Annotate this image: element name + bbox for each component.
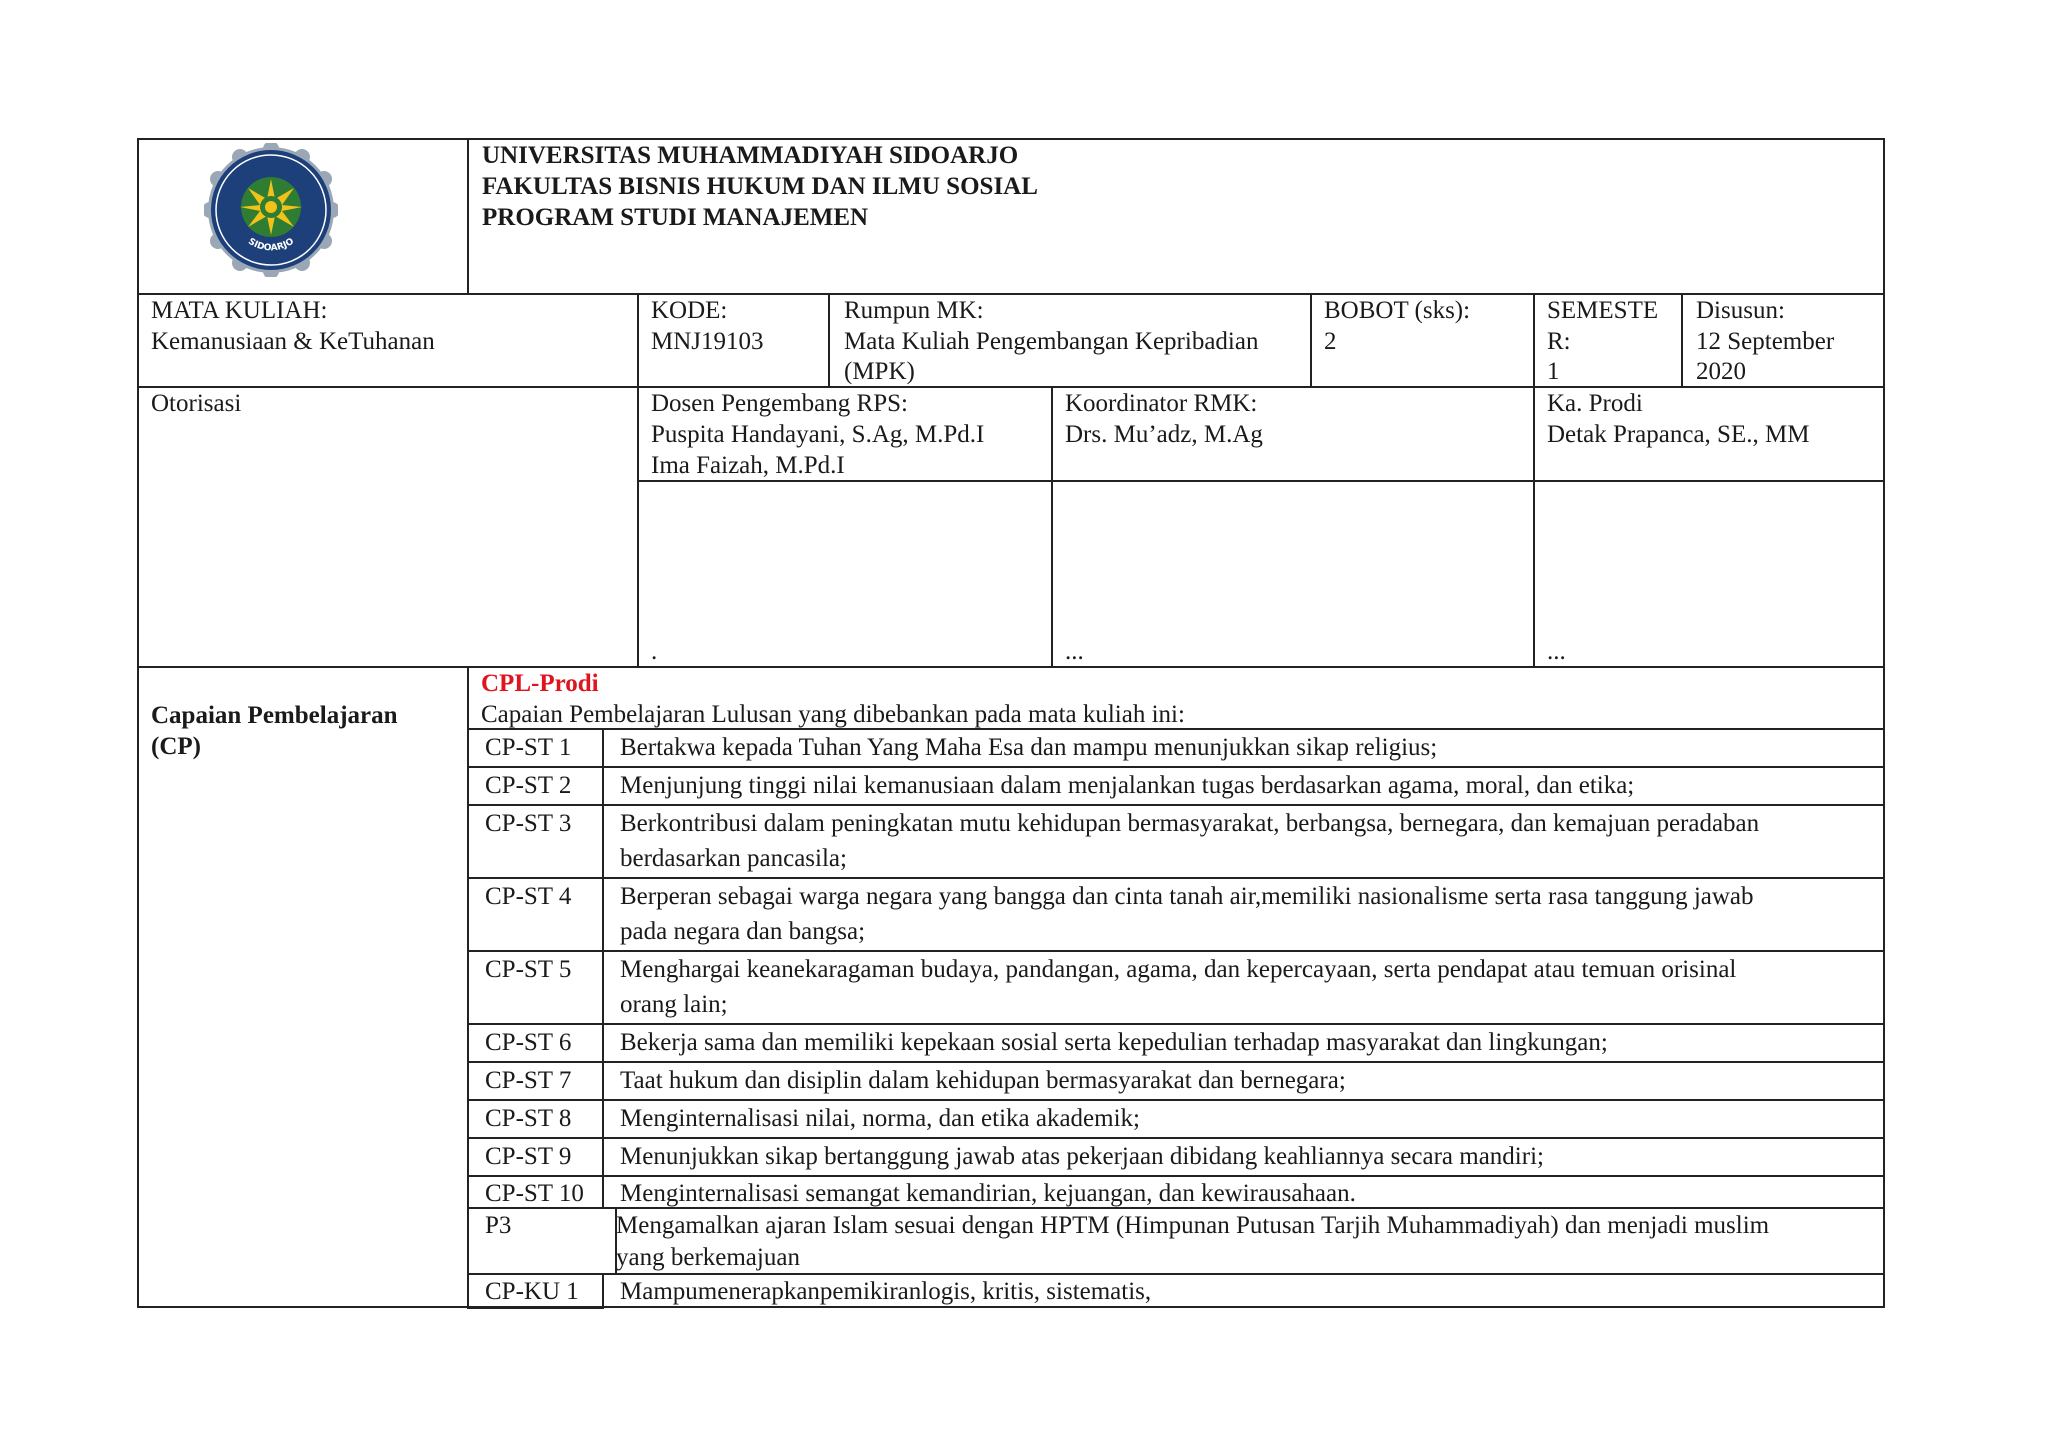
- cp-description: Bekerja sama dan memiliki kepekaan sosial serta kepedulian terhadap masyarakat dan lingkungan;: [620, 1029, 1608, 1056]
- cp-description: Mampumenerapkanpemikiranlogis, kritis, sistematis,: [620, 1278, 1152, 1305]
- col-divider: [1051, 386, 1053, 667]
- cp-description: Menunjukkan sikap bertanggung jawab atas pekerjaan dibidang keahliannya secara mandiri;: [620, 1143, 1544, 1170]
- cp-description: Bertakwa kepada Tuhan Yang Maha Esa dan mampu menunjukkan sikap religius;: [620, 734, 1438, 761]
- signature-placeholder: ...: [1065, 638, 1084, 665]
- cp-description: Mengamalkan ajaran Islam sesuai dengan HPTM (Himpunan Putusan Tarjih Muhammadiyah) dan menjadi muslim: [616, 1212, 1770, 1239]
- cp-label-cont: (CP): [151, 733, 201, 760]
- cp-description-cont: orang lain;: [620, 991, 728, 1018]
- cp-code: CP-ST 1: [485, 734, 572, 761]
- koordinator-label: Koordinator RMK:: [1065, 390, 1258, 417]
- row-divider: [467, 804, 1885, 806]
- signature-placeholder: ...: [1547, 638, 1566, 665]
- semester-label: SEMESTE: [1547, 297, 1659, 324]
- header-divider: [467, 138, 469, 294]
- row-divider: [137, 666, 1885, 668]
- dosen-label: Dosen Pengembang RPS:: [651, 390, 908, 417]
- program-name: PROGRAM STUDI MANAJEMEN: [482, 204, 869, 231]
- cp-code: CP-KU 1: [485, 1278, 579, 1305]
- row-divider: [467, 766, 1885, 768]
- semester-label-cont: R:: [1547, 328, 1571, 355]
- kode-label: KODE:: [651, 297, 728, 324]
- cp-code: CP-ST 5: [485, 956, 572, 983]
- col-divider: [1533, 293, 1535, 387]
- cp-description-cont: berdasarkan pancasila;: [620, 845, 847, 872]
- mata-kuliah-label: MATA KULIAH:: [151, 297, 328, 324]
- semester-value: 1: [1547, 358, 1560, 385]
- cp-code: CP-ST 3: [485, 810, 572, 837]
- cp-description: Menginternalisasi nilai, norma, dan etika akademik;: [620, 1105, 1140, 1132]
- rumpun-value: Mata Kuliah Pengembangan Kepribadian: [844, 328, 1259, 355]
- dosen-name: Ima Faizah, M.Pd.I: [651, 452, 845, 479]
- cpl-prodi-subtitle: Capaian Pembelajaran Lulusan yang dibebankan pada mata kuliah ini:: [481, 701, 1185, 728]
- row-divider: [467, 877, 1885, 879]
- cp-code: CP-ST 4: [485, 883, 572, 910]
- cp-description-cont: yang berkemajuan: [616, 1244, 800, 1271]
- dosen-name: Puspita Handayani, S.Ag, M.Pd.I: [651, 421, 985, 448]
- disusun-value: 12 September: [1696, 328, 1835, 355]
- kaprodi-label: Ka. Prodi: [1547, 390, 1643, 417]
- faculty-name: FAKULTAS BISNIS HUKUM DAN ILMU SOSIAL: [482, 173, 1038, 200]
- col-divider: [828, 293, 830, 387]
- bobot-label: BOBOT (sks):: [1324, 297, 1471, 324]
- cp-code: CP-ST 7: [485, 1067, 572, 1094]
- cp-description: Berperan sebagai warga negara yang bangga dan cinta tanah air,memiliki nasionalisme serta rasa tanggung jawab: [620, 883, 1754, 910]
- disusun-value-cont: 2020: [1696, 358, 1746, 385]
- col-divider: [637, 386, 639, 667]
- cp-code: CP-ST 2: [485, 772, 572, 799]
- otorisasi-label: Otorisasi: [151, 390, 242, 417]
- row-divider: [467, 1099, 1885, 1101]
- svg-text:UNIVERSITAS MUHAMMADIYAH: [204, 143, 338, 146]
- rumpun-value-cont: (MPK): [844, 358, 915, 385]
- university-seal-icon: [204, 143, 338, 277]
- cp-description: Menginternalisasi semangat kemandirian, kejuangan, dan kewirausahaan.: [620, 1180, 1356, 1207]
- cp-description: Menjunjung tinggi nilai kemanusiaan dalam menjalankan tugas berdasarkan agama, moral, dan etika;: [620, 772, 1635, 799]
- koordinator-name: Drs. Mu’adz, M.Ag: [1065, 421, 1263, 448]
- col-divider: [637, 293, 639, 387]
- cp-description: Taat hukum dan disiplin dalam kehidupan bermasyarakat dan bernegara;: [620, 1067, 1346, 1094]
- cp-code: CP-ST 6: [485, 1029, 572, 1056]
- cp-code: P3: [485, 1212, 512, 1239]
- cp-description: Menghargai keanekaragaman budaya, pandangan, agama, dan kepercayaan, serta pendapat atau temuan orisinal: [620, 956, 1737, 983]
- row-divider: [467, 1175, 1885, 1177]
- row-divider: [467, 1023, 1885, 1025]
- row-divider: [467, 950, 1885, 952]
- code-col-divider: [602, 728, 604, 1208]
- table-border-left: [137, 138, 139, 1308]
- col-divider: [1310, 293, 1312, 387]
- row-divider: [467, 1137, 1885, 1139]
- cp-description: Berkontribusi dalam peningkatan mutu kehidupan bermasyarakat, berbangsa, bernegara, dan kemajuan peradaban: [620, 810, 1760, 837]
- cp-divider: [467, 666, 469, 1308]
- code-col-divider: [602, 1273, 604, 1308]
- cp-code: CP-ST 8: [485, 1105, 572, 1132]
- row-divider: [467, 1061, 1885, 1063]
- cp-code: CP-ST 10: [485, 1180, 584, 1207]
- bobot-value: 2: [1324, 328, 1337, 355]
- kode-value: MNJ19103: [651, 328, 764, 355]
- cp-label: Capaian Pembelajaran: [151, 702, 398, 729]
- col-divider: [1681, 293, 1683, 387]
- rumpun-label: Rumpun MK:: [844, 297, 984, 324]
- cp-description-cont: pada negara dan bangsa;: [620, 918, 866, 945]
- row-divider: [467, 1273, 1885, 1275]
- col-divider: [1533, 386, 1535, 667]
- university-name: UNIVERSITAS MUHAMMADIYAH SIDOARJO: [482, 142, 1019, 169]
- disusun-label: Disusun:: [1696, 297, 1785, 324]
- signature-placeholder: .: [651, 638, 658, 665]
- svg-text:SIDOARJO: SIDOARJO: [246, 236, 296, 254]
- kaprodi-name: Detak Prapanca, SE., MM: [1547, 421, 1810, 448]
- cpl-prodi-title: CPL-Prodi: [481, 670, 599, 697]
- mata-kuliah-value: Kemanusiaan & KeTuhanan: [151, 328, 435, 355]
- cp-code: CP-ST 9: [485, 1143, 572, 1170]
- table-border-right: [1883, 138, 1885, 1308]
